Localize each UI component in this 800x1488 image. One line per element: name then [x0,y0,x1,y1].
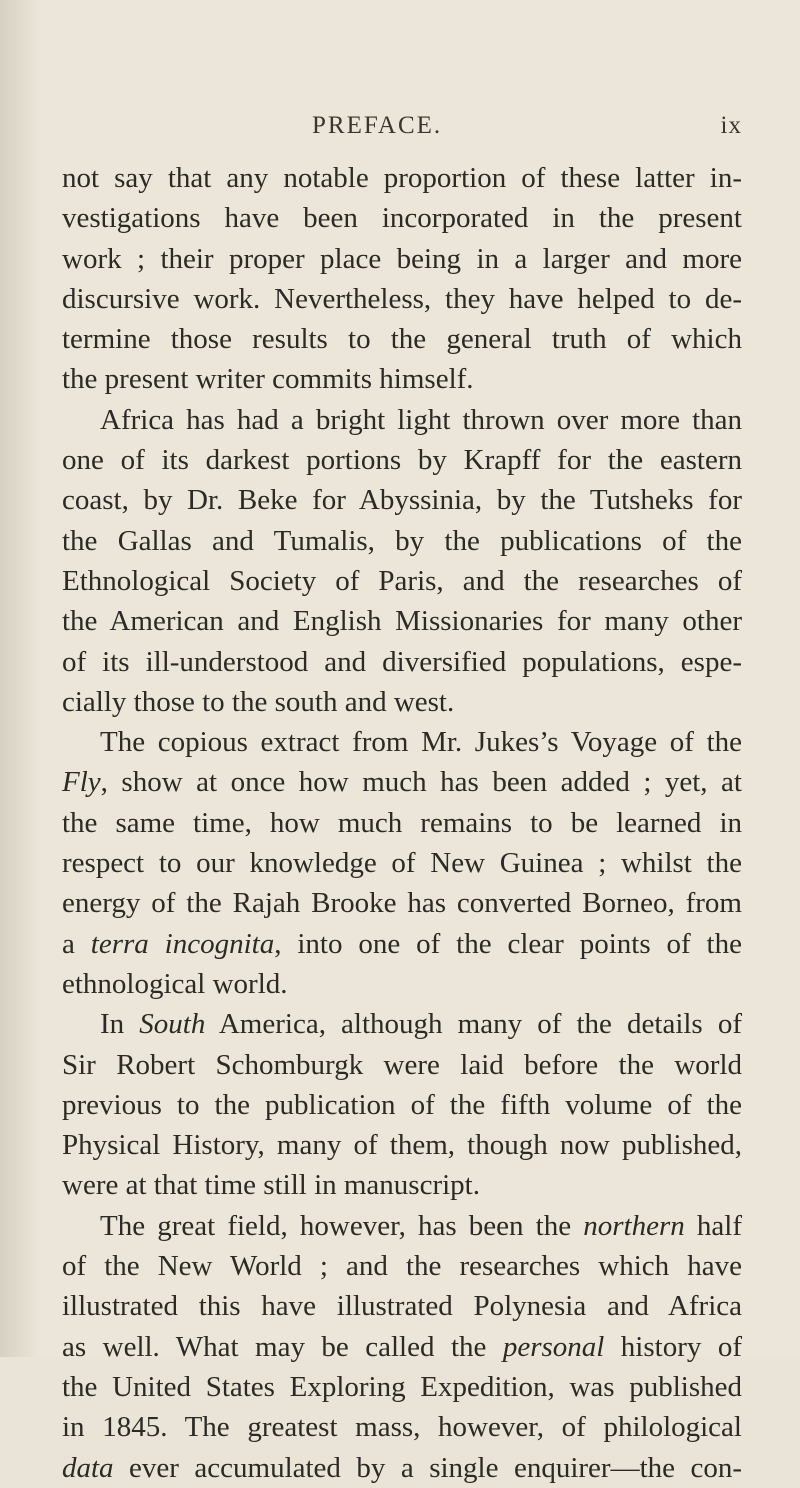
text-line [62,198,742,238]
text-line [62,682,742,722]
text-segment: vestigations have been incorporated in the present [62,202,742,235]
italic-text-segment: terra incognita [90,927,275,960]
text-line [62,279,742,319]
text-line [62,239,742,279]
text-segment: ever accumulated by a single enquirer—the con- [113,1451,742,1484]
text-segment: not say that any notable proportion of these latter in- [62,162,742,194]
text-segment: illustrated this have illustrated Polynesia and Africa [62,1290,742,1323]
text-line [62,359,742,399]
text-segment: half [684,1209,743,1242]
text-line [62,1206,742,1246]
text-segment: work ; their proper place being in a larger and more [62,242,742,275]
text-line [62,1246,742,1286]
text-segment: Ethnological Society of Paris, and the researches of [62,564,742,597]
text-line [62,1085,742,1125]
page-number: ix [720,112,742,139]
text-line [62,843,742,883]
text-segment: Sir Robert Schomburgk were laid before the world [62,1048,742,1081]
italic-text-segment: Fly [62,766,101,799]
italic-text-segment: personal [502,1330,605,1363]
text-line [62,400,742,440]
italic-text-segment: data [62,1451,114,1484]
text-line [62,158,742,198]
text-segment: Physical History, many of them, though now published, [62,1129,742,1162]
text-segment: The great field, however, has been the [100,1209,584,1242]
text-segment: Africa has had a bright light thrown over more than [100,403,742,436]
text-segment: were at that time still in manuscript. [62,1169,480,1202]
text-line [62,924,742,964]
text-line [62,601,742,641]
text-segment: a [62,927,91,960]
text-segment: the American and English Missionaries for many other [62,605,742,638]
text-segment: the same time, how much remains to be learned in [62,806,742,839]
text-segment: one of its darkest portions by Krapff for the eastern [62,444,742,477]
italic-text-segment: northern [583,1209,685,1242]
text-segment: the Gallas and Tumalis, by the publications of the [62,524,742,557]
running-title: PREFACE. [312,112,443,139]
text-segment: The copious extract from Mr. Jukes’s Voyage of the [100,726,742,759]
text-line [62,1004,742,1044]
text-line [62,803,742,843]
text-line [62,1407,742,1447]
text-segment: termine those results to the general truth of which [62,323,742,356]
text-line [62,1125,742,1165]
text-segment: energy of the Rajah Brooke has converted Borneo, from [62,887,742,920]
text-line [62,722,742,762]
text-segment: as well. What may be called the [62,1330,503,1363]
text-line [62,561,742,601]
text-segment: of its ill-understood and diversified populations, espe- [62,645,742,678]
text-segment: of the New World ; and the researches which have [62,1250,742,1283]
text-segment: In [100,1008,140,1041]
text-segment: history of [604,1330,742,1363]
text-segment: coast, by Dr. Beke for Abyssinia, by the Tutsheks for [62,484,742,517]
text-segment: ethnological world. [62,967,288,1000]
text-line [62,964,742,1004]
text-segment: cially those to the south and west. [62,685,455,718]
text-line [62,1367,742,1407]
text-line [62,1165,742,1205]
text-segment: respect to our knowledge of New Guinea ; whilst the [62,847,742,880]
text-segment: previous to the publication of the fifth volume of the [62,1088,742,1121]
text-line [62,480,742,520]
text-line [62,440,742,480]
text-segment: America, although many of the details of [205,1008,742,1041]
text-line [62,1448,742,1488]
text-segment: discursive work. Nevertheless, they have helped to de- [62,282,742,315]
page-header [62,112,742,146]
preface-body-text [62,158,742,1488]
text-line [62,1045,742,1085]
text-segment: the United States Exploring Expedition, was published [62,1370,742,1403]
text-segment: the present writer commits himself. [62,363,474,396]
text-line [62,762,742,802]
text-segment: in 1845. The greatest mass, however, of philological [62,1411,742,1444]
text-line [62,1286,742,1326]
text-segment: , show at once how much has been added ; yet, at [100,766,742,799]
text-line [62,642,742,682]
text-line [62,883,742,923]
text-line [62,521,742,561]
italic-text-segment: South [139,1008,206,1041]
text-line [62,1327,742,1367]
text-segment: , into one of the clear points of the [274,927,742,960]
text-line [62,319,742,359]
